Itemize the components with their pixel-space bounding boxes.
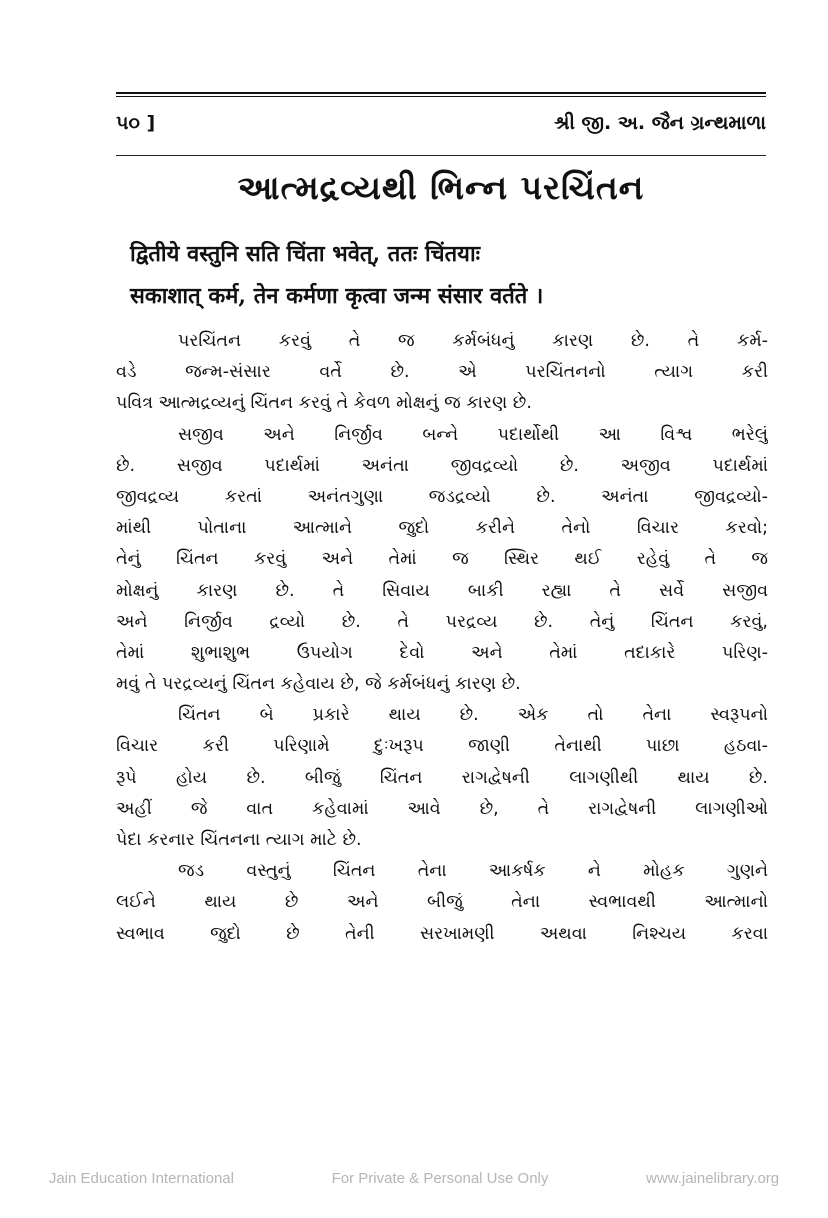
footer-website: www.jainelibrary.org <box>646 1170 780 1187</box>
body-text <box>116 326 768 950</box>
text-line: મોક્ષનું કારણ છે. તે સિવાય બાકી રહ્યા તે સર્વે સજીવ <box>116 580 768 601</box>
header-double-rule <box>116 92 766 97</box>
text-line: અહીં જે વાત કહેવામાં આવે છે, તે રાગદ્વેષની લાગણીઓ <box>116 798 768 819</box>
sanskrit-verse-line-1: द्वितीये वस्तुनि सति चिंता भवेत्, ततः चिंतयाः <box>130 241 481 267</box>
text-line: પરચિંતન કરવું તે જ કર્મબંધનું કારણ છે. તે કર્મ- <box>178 331 768 351</box>
text-line: તેમાં શુભાશુભ ઉપયોગ દેવો અને તેમાં તદાકારે પરિણ- <box>116 642 768 663</box>
sanskrit-verse-line-2: सकाशात् कर्म, तेन कर्मणा कृत्वा जन्म संसार वर्तते । <box>130 283 544 309</box>
text-line: અને નિર્જીવ દ્રવ્યો છે. તે પરદ્રવ્ય છે. તેનું ચિંતન કરવું, <box>116 611 768 632</box>
text-line: જડ વસ્તુનું ચિંતન તેના આકર્ષક ને મોહક ગુણને <box>178 861 768 882</box>
text-line: ચિંતન બે પ્રકારે થાય છે. એક તો તેના સ્વરૂપનો <box>178 705 768 726</box>
text-line: વડે જન્મ-સંસાર વર્તે છે. એ પરચિંતનનો ત્યાગ કરી <box>116 362 768 383</box>
page-number: ૫૦ ] <box>116 112 156 134</box>
footer <box>0 1170 828 1187</box>
text-line: તેનું ચિંતન કરવું અને તેમાં જ સ્થિર થઈ રહેવું તે જ <box>116 549 768 570</box>
running-head <box>116 108 766 138</box>
text-line: સ્વભાવ જુદો છે તેની સરખામણી અથવા નિશ્ચય કરવા <box>116 923 768 944</box>
text-line: રૂપે હોય છે. બીજું ચિંતન રાગદ્વેષની લાગણીથી થાય છે. <box>116 767 768 788</box>
text-line: જીવદ્રવ્ય કરતાં અનંતગુણા જડદ્રવ્યો છે. અનંતા જીવદ્રવ્યો- <box>116 486 768 507</box>
text-line: પેદા કરનાર ચિંતનના ત્યાગ માટે છે. <box>116 830 362 850</box>
header-rule <box>116 155 766 156</box>
footer-usage-note: For Private & Personal Use Only <box>331 1170 549 1187</box>
text-line: વિચાર કરી પરિણામે દુઃખરૂપ જાણી તેનાથી પાછા હઠવા- <box>116 736 768 757</box>
text-line: લઈને થાય છે અને બીજું તેના સ્વભાવથી આત્માનો <box>116 892 768 913</box>
footer-publisher: Jain Education International <box>48 1170 234 1187</box>
text-line: પવિત્ર આત્મદ્રવ્યનું ચિંતન કરવું તે કેવળ મોક્ષનું જ કારણ છે. <box>116 393 532 414</box>
text-line: માંથી પોતાના આત્માને જુદો કરીને તેનો વિચાર કરવો; <box>116 518 768 539</box>
text-line: સજીવ અને નિર્જીવ બન્ને પદાર્થોથી આ વિશ્વ ભરેલું <box>178 424 768 445</box>
chapter-title: આત્મદ્રવ્યથી ભિન્ન પરચિંતન <box>237 168 645 207</box>
text-line: મવું તે પરદ્રવ્યનું ચિંતન કહેવાય છે, જે કર્મબંધનું કારણ છે. <box>116 674 521 695</box>
text-line: છે. સજીવ પદાર્થમાં અનંતા જીવદ્રવ્યો છે. અજીવ પદાર્થમાં <box>116 455 768 476</box>
series-title: શ્રી જી. અ. જૈન ગ્રન્થમાળા <box>553 112 766 134</box>
